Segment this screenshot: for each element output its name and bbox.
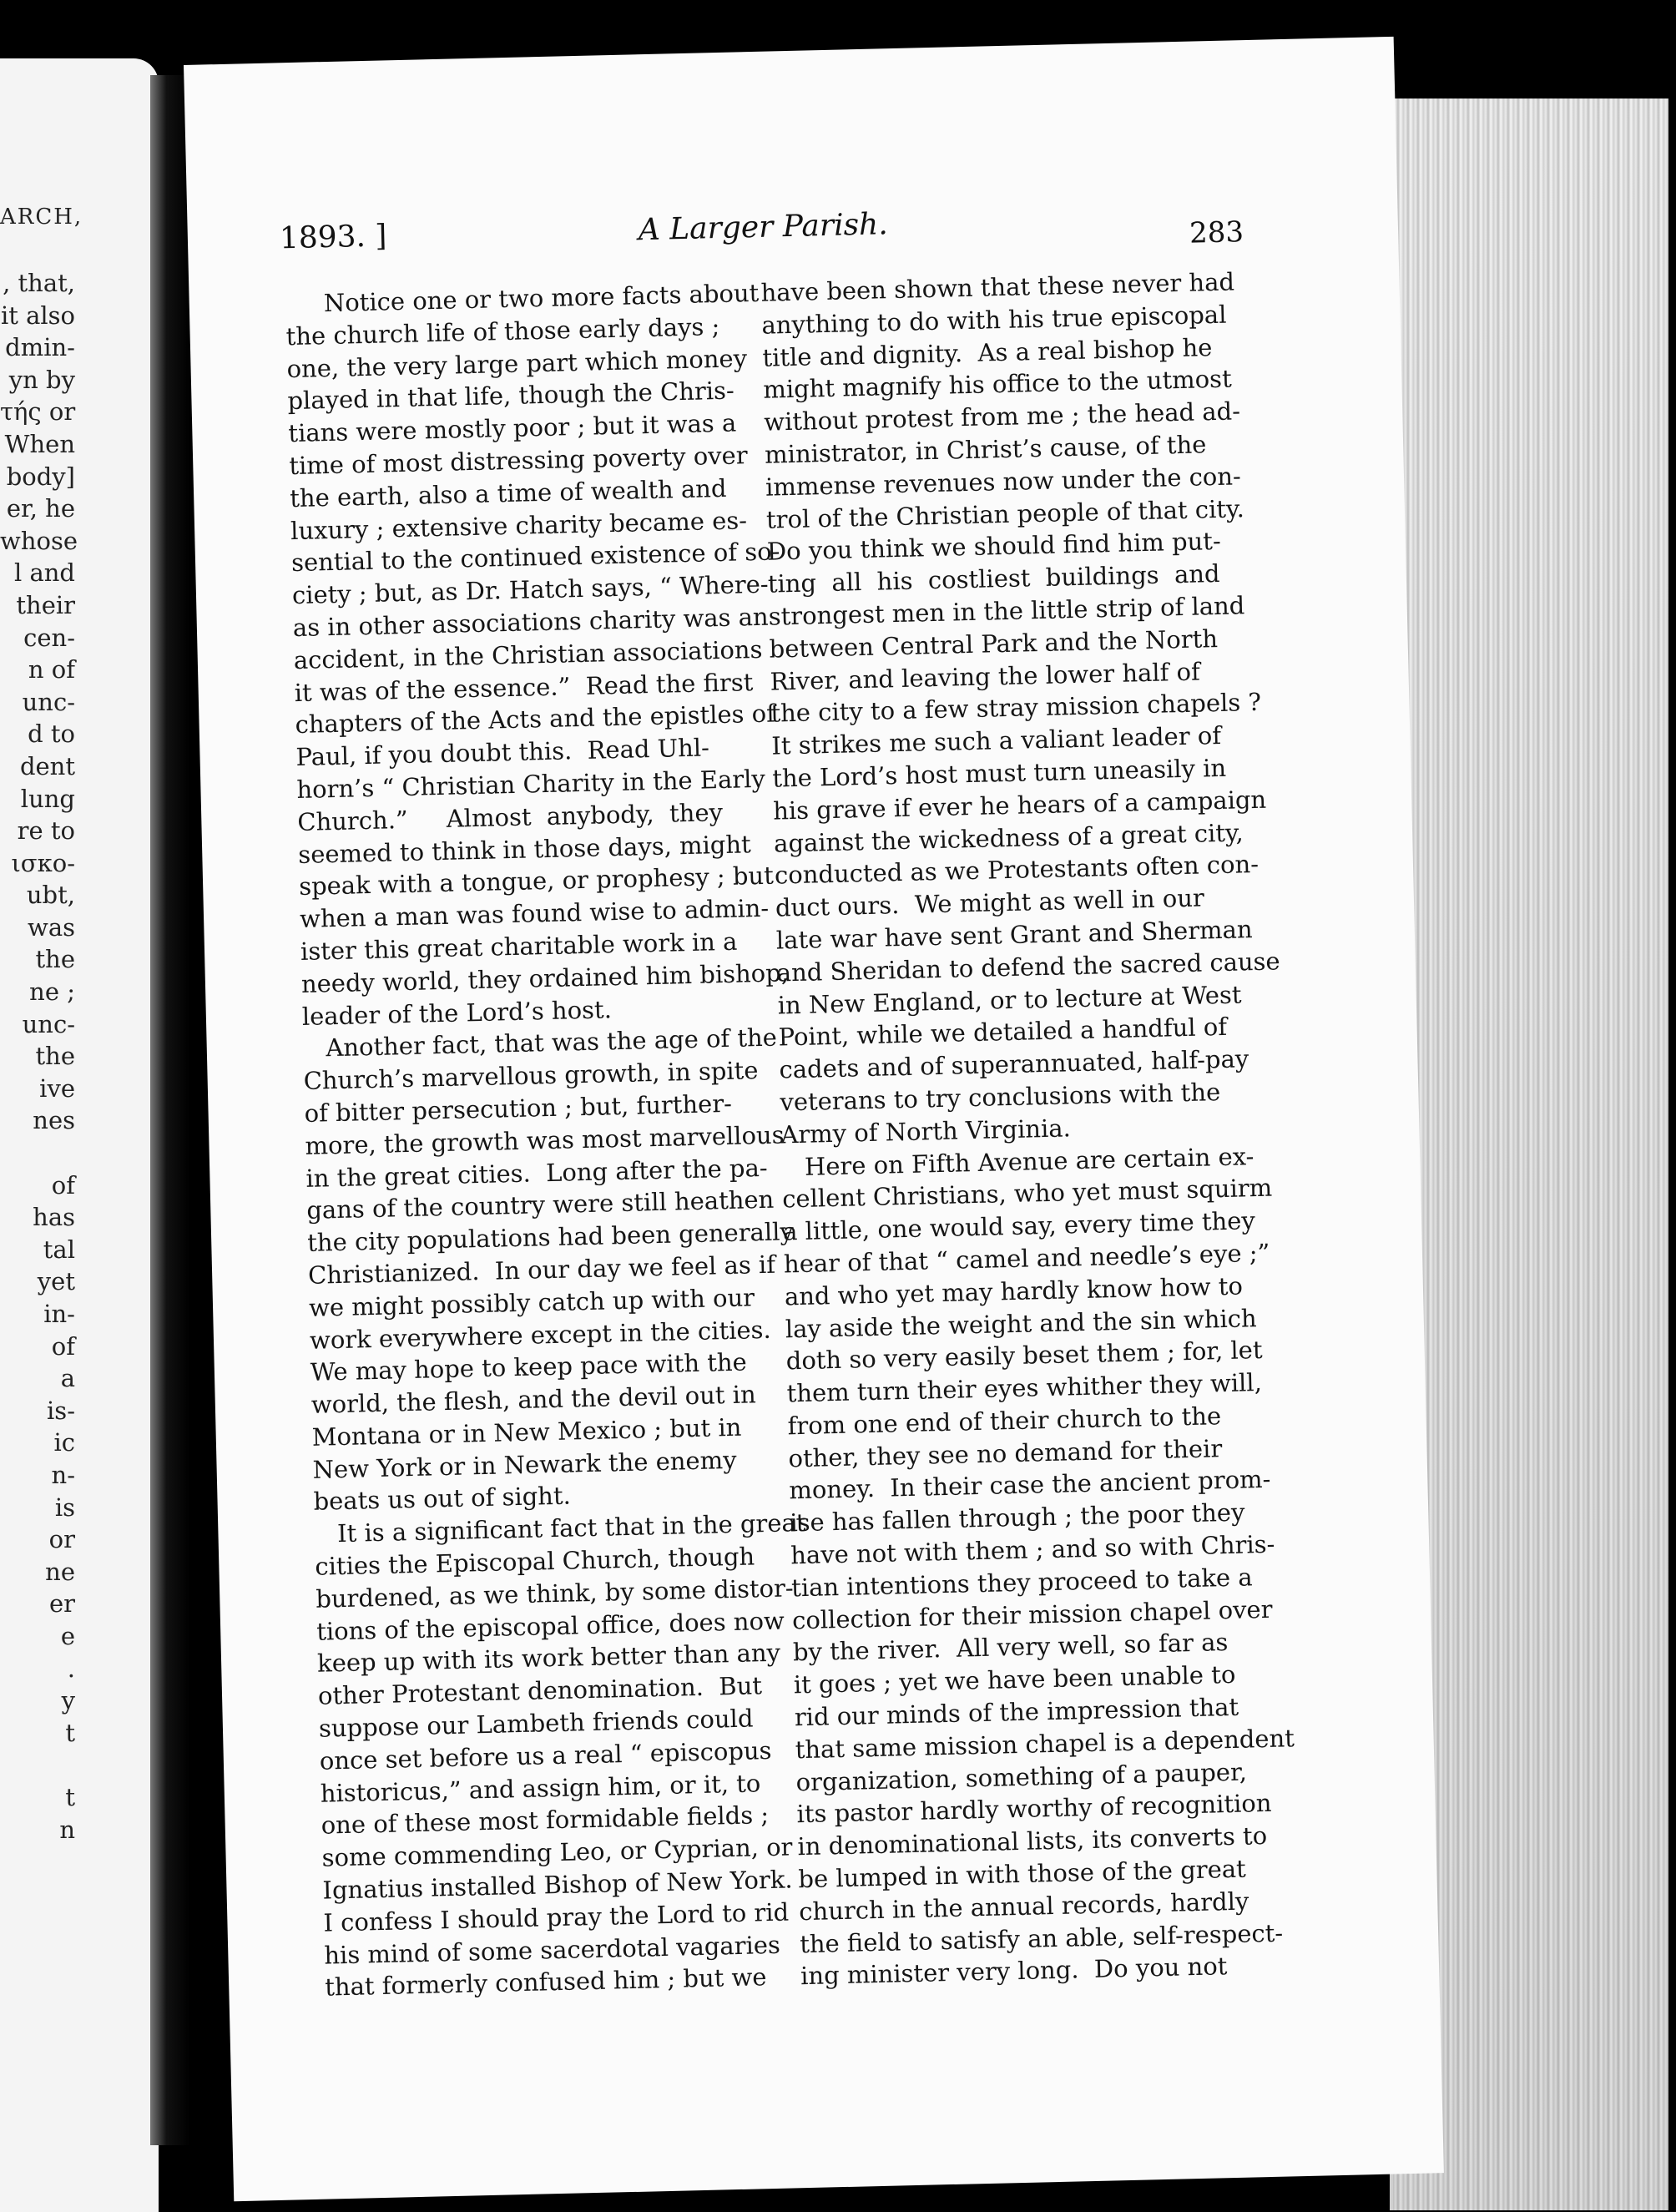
text-line: sential to the continued existence of so- bbox=[290, 537, 780, 578]
text-line: Christianized. In our day we feel as if bbox=[307, 1250, 776, 1290]
left-page-line: unc- bbox=[22, 1009, 75, 1038]
left-page-line: ισκο- bbox=[11, 848, 75, 877]
text-line: anything to do with his true episcopal bbox=[761, 300, 1227, 340]
right-page bbox=[184, 37, 1444, 2201]
text-line: lay aside the weight and the sin which bbox=[785, 1303, 1257, 1343]
left-page-line: τής or bbox=[0, 397, 76, 427]
text-line: from one end of their church to the bbox=[787, 1401, 1222, 1441]
text-line: it goes ; yet we have been unable to bbox=[793, 1660, 1236, 1699]
text-line: late war have sent Grant and Sherman bbox=[775, 915, 1253, 955]
text-line: in the great cities. Long after the pa- bbox=[305, 1153, 768, 1193]
text-line: the field to satisfy an able, self-respect- bbox=[799, 1918, 1284, 1958]
text-line: hear of that “ camel and needle’s eye ;” bbox=[783, 1238, 1270, 1279]
left-page-line: in- bbox=[43, 1300, 75, 1328]
text-line: Ignatius installed Bishop of New York. bbox=[322, 1865, 793, 1905]
text-line: collection for their mission chapel over bbox=[791, 1594, 1273, 1635]
text-line: organization, something of a pauper, bbox=[795, 1757, 1248, 1796]
text-line: ister this great charitable work in a bbox=[300, 927, 738, 966]
left-page-line: the bbox=[35, 1042, 75, 1071]
left-page-line: , that, bbox=[3, 269, 75, 297]
text-line: Notice one or two more facts about bbox=[285, 278, 760, 319]
running-head-title: A Larger Parish. bbox=[638, 207, 889, 248]
text-line: it was of the essence.” Read the first bbox=[294, 667, 754, 707]
text-line: trol of the Christian people of that city. bbox=[765, 493, 1245, 534]
text-line: Army of North Virginia. bbox=[780, 1114, 1072, 1149]
text-line: ing minister very long. Do you not bbox=[800, 1952, 1228, 1991]
left-page-line: whose bbox=[0, 526, 78, 555]
text-line: be lumped in with those of the great bbox=[798, 1854, 1247, 1894]
left-page-line: is- bbox=[47, 1396, 75, 1425]
text-line: by the river. All very well, so far as bbox=[792, 1628, 1229, 1667]
text-line: the Lord’s host must turn uneasily in bbox=[771, 753, 1227, 793]
text-line: one, the very large part which money bbox=[286, 343, 748, 383]
text-line: between Central Park and the North bbox=[769, 624, 1219, 664]
left-page-line: d to bbox=[28, 720, 75, 749]
left-page-line: . bbox=[67, 1654, 75, 1683]
text-line: We may hope to keep pace with the bbox=[310, 1347, 748, 1387]
text-column-left bbox=[285, 277, 806, 2004]
text-line: that same mission chapel is a dependent bbox=[795, 1724, 1295, 1765]
text-line: in New England, or to lecture at West bbox=[777, 979, 1242, 1020]
left-page-line: yn by bbox=[8, 365, 75, 394]
text-line: ting all his costliest buildings and bbox=[767, 559, 1220, 598]
text-line: against the wickedness of a great city, bbox=[773, 817, 1244, 858]
left-page-line: nes bbox=[33, 1106, 75, 1135]
text-line: cadets and of superannuated, half-pay bbox=[779, 1044, 1249, 1084]
text-line: Montana or in New Mexico ; but in bbox=[311, 1412, 742, 1452]
left-page-text-fragments bbox=[0, 267, 78, 1846]
left-page-line: l and bbox=[13, 558, 75, 588]
text-line: It strikes me such a valiant leader of bbox=[771, 721, 1222, 760]
text-line: we might possibly catch up with our bbox=[308, 1283, 755, 1322]
left-page-line: re to bbox=[17, 816, 75, 846]
text-line: burdened, as we think, by some distor- bbox=[315, 1573, 795, 1614]
text-line: tions of the episcopal office, does now bbox=[316, 1606, 785, 1646]
text-line: that formerly confused him ; but we bbox=[324, 1962, 767, 2002]
text-line: a little, one would say, every time they bbox=[782, 1206, 1256, 1246]
text-line: without protest from me ; the head ad- bbox=[763, 396, 1241, 437]
left-page-line: dmin- bbox=[5, 333, 75, 362]
left-page-line: dent bbox=[19, 751, 75, 780]
text-line: have not with them ; and so with Chris- bbox=[790, 1529, 1275, 1570]
text-line: Church.” Almost anybody, they bbox=[297, 797, 724, 836]
text-line: horn’s “ Christian Charity in the Early bbox=[296, 764, 766, 804]
text-line: historicus,” and assign him, or it, to bbox=[320, 1768, 761, 1808]
text-line: leader of the Lord’s host. bbox=[301, 994, 613, 1031]
left-facing-page bbox=[0, 58, 159, 2212]
text-line: beats us out of sight. bbox=[313, 1482, 572, 1517]
text-line: money. In their case the ancient prom- bbox=[789, 1465, 1271, 1505]
text-line: strongest men in the little strip of land bbox=[768, 591, 1245, 631]
left-page-line: the bbox=[35, 945, 75, 974]
text-line: speak with a tongue, or prophesy ; but bbox=[298, 861, 775, 901]
text-line: Paul, if you doubt this. Read Uhl- bbox=[295, 733, 710, 772]
text-line: conducted as we Protestants often con- bbox=[774, 850, 1260, 890]
text-line: immense revenues now under the con- bbox=[765, 462, 1242, 502]
text-line: of bitter persecution ; but, further- bbox=[304, 1088, 733, 1128]
text-line: his mind of some sacerdotal vagaries bbox=[323, 1930, 781, 1970]
text-line: as in other associations charity was an bbox=[292, 602, 770, 643]
text-line: some commending Leo, or Cyprian, or bbox=[321, 1832, 793, 1872]
text-line: might magnify his office to the utmost bbox=[762, 364, 1233, 405]
left-page-line: t bbox=[65, 1718, 75, 1747]
left-page-line: cen- bbox=[23, 623, 75, 652]
left-page-line bbox=[0, 1137, 75, 1169]
text-line: the city to a few stray mission chapels ? bbox=[770, 688, 1262, 728]
text-line: accident, in the Christian associations bbox=[293, 634, 763, 674]
left-page-line: ne ; bbox=[29, 977, 75, 1007]
text-line: keep up with its work better than any bbox=[316, 1639, 781, 1679]
text-line: It is a significant fact that in the great bbox=[314, 1508, 806, 1549]
text-line: New York or in Newark the enemy bbox=[312, 1445, 737, 1484]
text-line: his grave if ever he hears of a campaign bbox=[772, 785, 1267, 826]
left-page-line: has bbox=[33, 1203, 75, 1232]
text-line: work everywhere except in the cities. bbox=[309, 1315, 772, 1355]
text-line: Here on Fifth Avenue are certain ex- bbox=[780, 1141, 1254, 1182]
text-line: seemed to think in those days, might bbox=[297, 829, 752, 869]
text-line: its pastor hardly worthy of recognition bbox=[796, 1789, 1272, 1829]
left-page-line: n of bbox=[28, 655, 75, 684]
text-line: cities the Episcopal Church, though bbox=[315, 1542, 755, 1581]
text-line: once set before us a real “ episcopus bbox=[319, 1735, 772, 1775]
text-line: have been shown that these never had bbox=[760, 267, 1235, 307]
text-line: time of most distressing poverty over bbox=[288, 441, 748, 481]
left-page-running-head: ARCH, bbox=[0, 205, 83, 230]
left-page-line: yet bbox=[37, 1267, 75, 1296]
left-page-line: was bbox=[28, 912, 75, 942]
text-line: and Sheridan to defend the sacred cause bbox=[776, 947, 1280, 987]
left-page-line: lung bbox=[20, 784, 75, 813]
text-line: needy world, they ordained him bishop, bbox=[300, 957, 790, 998]
left-page-line: of bbox=[51, 1170, 75, 1199]
text-line: other Protestant denomination. But bbox=[317, 1671, 763, 1711]
text-line: Another fact, that was the age of the bbox=[302, 1023, 778, 1063]
text-line: I confess I should pray the Lord to rid bbox=[323, 1897, 790, 1937]
text-line: Church’s marvellous growth, in spite bbox=[303, 1056, 759, 1096]
text-line: chapters of the Acts and the epistles of bbox=[295, 699, 776, 740]
left-page-line: a bbox=[60, 1364, 75, 1393]
text-line: and who yet may hardly know how to bbox=[784, 1271, 1244, 1311]
left-page-line: or bbox=[48, 1525, 75, 1554]
text-line: the city populations had been generally bbox=[306, 1217, 795, 1258]
left-page-line: is bbox=[54, 1492, 75, 1522]
text-line: veterans to try conclusions with the bbox=[780, 1078, 1221, 1117]
text-line: the church life of those early days ; bbox=[285, 311, 720, 351]
left-page-line: body] bbox=[6, 462, 75, 491]
text-line: ise has fallen through ; the poor they bbox=[789, 1497, 1245, 1538]
left-page-line: unc- bbox=[22, 687, 75, 716]
text-line: suppose our Lambeth friends could bbox=[318, 1704, 754, 1743]
text-line: other, they see no demand for their bbox=[788, 1433, 1223, 1473]
left-page-line: When bbox=[4, 429, 75, 458]
left-page-line: n bbox=[59, 1815, 75, 1844]
text-line: world, the flesh, and the devil out in bbox=[310, 1380, 757, 1419]
text-line: the earth, also a time of wealth and bbox=[289, 473, 727, 513]
text-line: doth so very easily beset them ; for, let bbox=[785, 1336, 1263, 1376]
text-line: gans of the country were still heathen bbox=[305, 1185, 775, 1225]
left-page-line: ubt, bbox=[26, 881, 75, 910]
book-gutter bbox=[150, 75, 190, 2145]
left-page-line: of bbox=[51, 1331, 75, 1361]
text-line: one of these most formidable fields ; bbox=[321, 1800, 770, 1841]
left-page-line: t bbox=[65, 1782, 75, 1811]
text-line: River, and leaving the lower half of bbox=[770, 657, 1201, 696]
left-page-line: y bbox=[61, 1686, 75, 1715]
left-page-line: ive bbox=[39, 1073, 75, 1103]
left-page-line: e bbox=[60, 1621, 75, 1650]
text-line: in denominational lists, its converts to bbox=[797, 1821, 1268, 1861]
left-page-line: er, he bbox=[6, 494, 75, 523]
text-line: luxury ; extensive charity became es- bbox=[290, 505, 748, 545]
text-line: them turn their eyes whither they will, bbox=[786, 1368, 1263, 1408]
left-page-line: er bbox=[48, 1589, 75, 1619]
text-line: rid our minds of the impression that bbox=[794, 1692, 1239, 1732]
text-line: cellent Christians, who yet must squirm bbox=[781, 1173, 1273, 1214]
text-line: duct ours. We might as well in our bbox=[775, 883, 1205, 922]
text-line: title and dignity. As a real bishop he bbox=[762, 332, 1213, 372]
text-line: ciety ; but, as Dr. Hatch says, “ Where- bbox=[291, 569, 770, 610]
text-line: Point, while we detailed a handful of bbox=[778, 1013, 1228, 1052]
text-line: played in that life, though the Chris- bbox=[287, 376, 735, 416]
text-line: Do you think we should find him put- bbox=[766, 527, 1222, 567]
page-number: 283 bbox=[1189, 215, 1244, 250]
left-page-line: it also bbox=[0, 300, 75, 330]
left-page-line: n- bbox=[51, 1460, 75, 1489]
text-line: when a man was found wise to admin- bbox=[299, 893, 770, 934]
left-page-line bbox=[0, 1749, 75, 1781]
text-line: more, the growth was most marvellous bbox=[305, 1120, 785, 1160]
left-page-line: tal bbox=[43, 1235, 75, 1264]
left-page-line: ic bbox=[53, 1428, 75, 1457]
text-line: tians were mostly poor ; but it was a bbox=[288, 408, 737, 448]
text-line: church in the annual records, hardly bbox=[798, 1886, 1249, 1927]
left-page-line: ne bbox=[45, 1557, 75, 1586]
text-line: ministrator, in Christ’s cause, of the bbox=[764, 430, 1207, 469]
text-column-right bbox=[760, 266, 1295, 1993]
left-page-line: their bbox=[16, 590, 75, 619]
running-head-year: 1893. ] bbox=[279, 219, 387, 256]
text-line: tian intentions they proceed to take a bbox=[790, 1563, 1254, 1603]
